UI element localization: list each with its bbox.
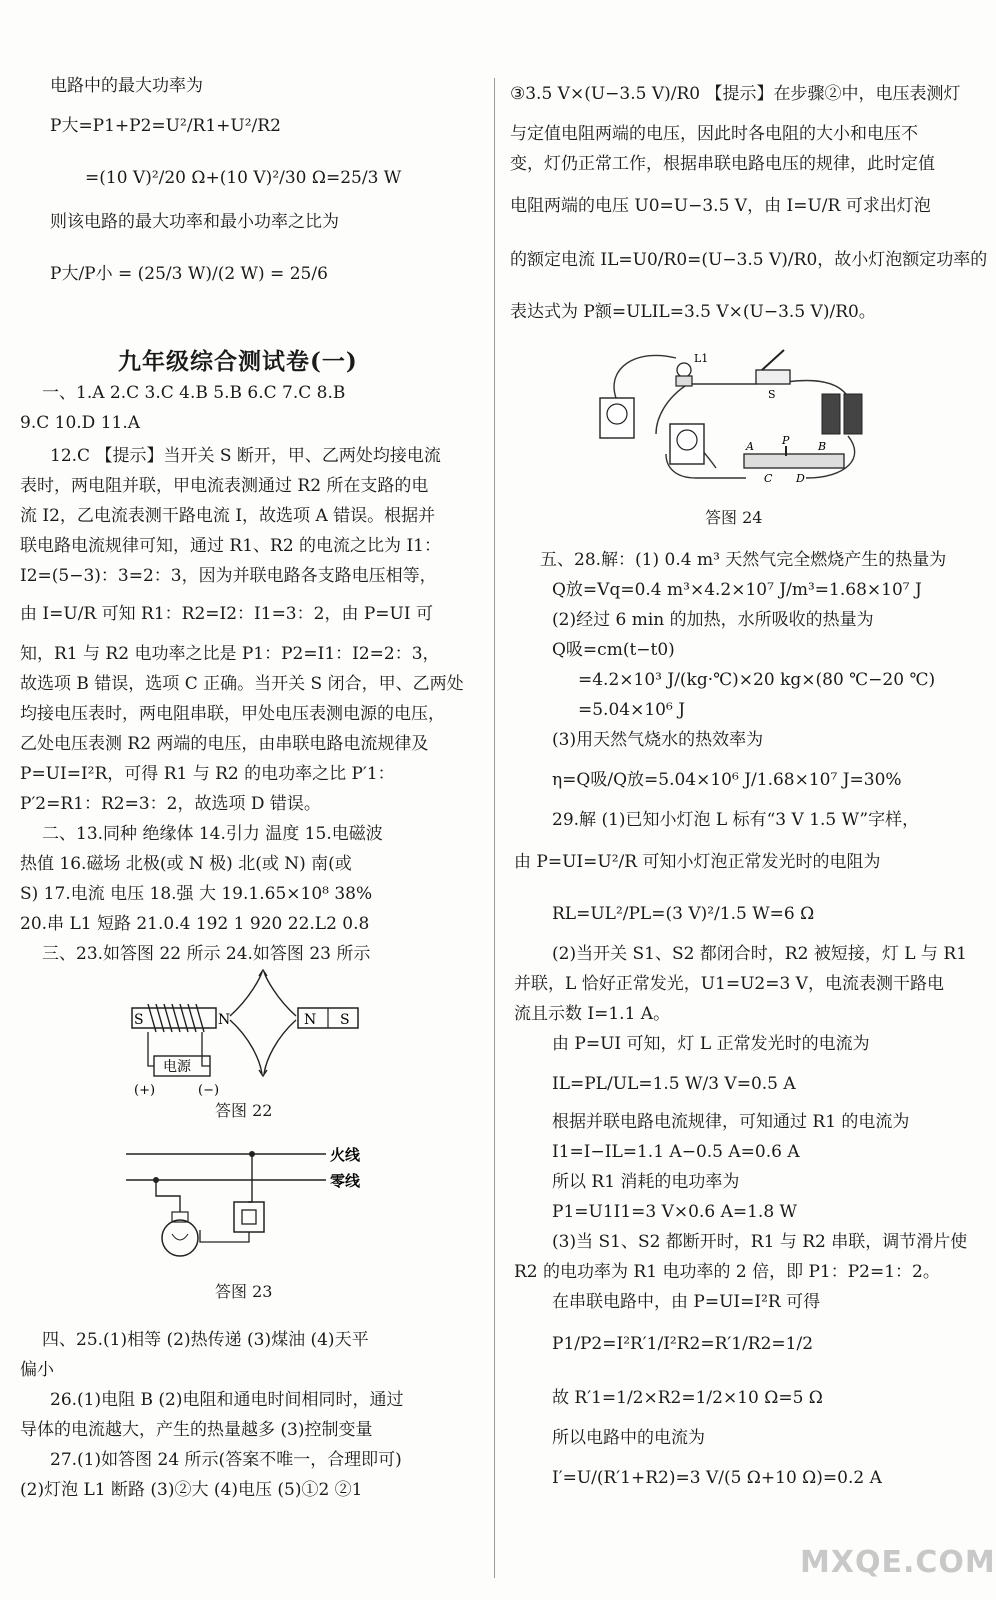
answer-line: (2)灯泡 L1 断路 (3)②大 (4)电压 (5)①2 ②1	[20, 1480, 363, 1500]
text-line: 则该电路的最大功率和最小功率之比为	[50, 212, 339, 232]
section-title: 九年级综合测试卷(一)	[118, 348, 358, 375]
answer-line: 导体的电流越大，产生的热量越多 (3)控制变量	[20, 1420, 373, 1440]
branch-wires	[156, 1154, 252, 1212]
text-line: I2=(5−3)：3=2：3，因为并联电路各支路电压相等，	[20, 566, 437, 586]
battery-cell	[822, 394, 840, 434]
formula-line: I′=U/(R′1+R2)=3 V/(5 Ω+10 Ω)=0.2 A	[552, 1468, 882, 1488]
text-line: 29.解 (1)已知小灯泡 L 标有“3 V 1.5 W”字样，	[552, 810, 920, 830]
text-line: 表时，两电阻并联，甲电流表测通过 R2 所在支路的电	[20, 476, 429, 496]
text-line: ③3.5 V×(U−3.5 V)/R0 【提示】在步骤②中，电压表测灯	[510, 84, 961, 104]
text-line: 的额定电流 IL=U0/R0=(U−3.5 V)/R0，故小灯泡额定功率的	[510, 250, 988, 270]
answer-line: 一、1.A 2.C 3.C 4.B 5.B 6.C 7.C 8.B	[42, 383, 346, 403]
terminal-plus-label: (+)	[134, 1083, 156, 1098]
text-line: 12.C 【提示】当开关 S 断开，甲、乙两处均接电流	[50, 446, 441, 466]
formula-line: =5.04×10⁶ J	[578, 700, 686, 720]
answer-line: S) 17.电流 电压 18.强 大 19.1.65×10⁸ 38%	[20, 884, 373, 904]
text-line: 联电路电流规律可知，通过 R1、R2 的电流之比为 I1：	[20, 536, 441, 556]
text-line: 故选项 B 错误，选项 C 正确。当开关 S 闭合，甲、乙两处	[20, 674, 464, 694]
figure-caption: 答图 22	[215, 1101, 273, 1120]
text-line: 由 P=UI=U²/R 可知小灯泡正常发光时的电阻为	[514, 852, 881, 872]
formula-line: =(10 V)²/20 Ω+(10 V)²/30 Ω=25/3 W	[85, 168, 402, 188]
battery-cell	[844, 394, 862, 434]
answer-line: 偏小	[20, 1360, 54, 1380]
text-line: P=UI=I²R，可得 R1 与 R2 的电功率之比 P′1：	[20, 764, 395, 784]
terminal-label: C	[764, 472, 773, 485]
formula-line: 故 R′1=1/2×R2=1/2×10 Ω=5 Ω	[552, 1388, 823, 1408]
answer-line: 20.串 L1 短路 21.0.4 192 1 920 22.L2 0.8	[20, 914, 370, 934]
answer-line: 热值 16.磁场 北极(或 N 极) 北(或 N) 南(或	[20, 854, 352, 874]
figure-caption: 答图 23	[215, 1282, 273, 1301]
figure-23-diagram	[120, 1138, 380, 1266]
text-line: 变，灯仍正常工作，根据串联电路电压的规律，此时定值	[510, 154, 935, 174]
component-label: L1	[694, 352, 709, 365]
right-column	[500, 0, 996, 1600]
text-line: 电路中的最大功率为	[50, 76, 203, 96]
text-line: 流且示数 I=1.1 A。	[514, 1004, 671, 1024]
bulb-filament	[172, 1234, 188, 1240]
pole-label: N	[304, 1012, 317, 1028]
formula-line: Q吸=cm(t−t0)	[552, 640, 675, 660]
switch-base	[756, 370, 790, 384]
text-line: R2 的电功率为 R1 电功率的 2 倍，即 P1：P2=1：2。	[514, 1262, 940, 1282]
formula-line: Q放=Vq=0.4 m³×4.2×10⁷ J/m³=1.68×10⁷ J	[552, 580, 922, 600]
text-line: (2)经过 6 min 的加热，水所吸收的热量为	[552, 610, 874, 630]
formula-line: I1=I−IL=1.1 A−0.5 A=0.6 A	[552, 1142, 800, 1162]
answer-line: 二、13.同种 绝缘体 14.引力 温度 15.电磁波	[42, 824, 383, 844]
light-bulb-icon	[162, 1220, 198, 1256]
text-line: 乙处电压表测 R2 两端的电压，由串联电路电流规律及	[20, 734, 429, 754]
formula-line: P大/P小 = (25/3 W)/(2 W) = 25/6	[50, 264, 328, 284]
answer-line: 27.(1)如答图 24 所示(答案不唯一，合理即可)	[50, 1450, 402, 1470]
formula-line: RL=UL²/PL=(3 V)²/1.5 W=6 Ω	[552, 904, 815, 924]
watermark: MXQE.COM	[800, 1545, 996, 1580]
formula-line: =4.2×10³ J/(kg·℃)×20 kg×(80 ℃−20 ℃)	[578, 670, 936, 690]
text-line: 根据并联电路电流规律，可知通过 R1 的电流为	[552, 1112, 910, 1132]
text-line: (3)用天然气烧水的热效率为	[552, 730, 764, 750]
terminal-label: B	[818, 440, 827, 453]
text-line: (2)当开关 S1、S2 都闭合时，R2 被短接，灯 L 与 R1	[552, 944, 967, 964]
field-lines	[230, 972, 296, 1074]
figure-caption: 答图 24	[705, 508, 763, 527]
terminal-label: A	[746, 440, 754, 453]
answer-line: 26.(1)电阻 B (2)电阻和通电时间相同时，通过	[50, 1390, 404, 1410]
formula-line: P大=P1+P2=U²/R1+U²/R2	[50, 116, 281, 136]
switch-lever	[762, 350, 784, 370]
terminal-minus-label: (−)	[198, 1083, 220, 1098]
answer-line: 四、25.(1)相等 (2)热传递 (3)煤油 (4)天平	[42, 1330, 369, 1350]
answer-line: 三、23.如答图 22 所示 24.如答图 23 所示	[42, 944, 371, 964]
live-wire-label: 火线	[330, 1146, 361, 1164]
text-line: 五、28.解：(1) 0.4 m³ 天然气完全燃烧产生的热量为	[540, 550, 947, 570]
component-label: S	[768, 388, 776, 401]
power-source-label: 电源	[163, 1059, 191, 1075]
neutral-wire-label: 零线	[330, 1172, 361, 1190]
text-line: 表达式为 P额=ULIL=3.5 V×(U−3.5 V)/R0。	[510, 302, 876, 322]
terminal-label: P	[782, 434, 790, 447]
lamp-holder	[676, 376, 692, 386]
text-line: 与定值电阻两端的电压，因此时各电阻的大小和电压不	[510, 124, 918, 144]
formula-line: η=Q吸/Q放=5.04×10⁶ J/1.68×10⁷ J=30%	[552, 770, 902, 790]
text-line: P′2=R1：R2=3：2，故选项 D 错误。	[20, 794, 321, 814]
text-line: 流 I2，乙电流表测干路电流 I，故选项 A 错误。根据并	[20, 506, 436, 526]
rheostat	[744, 454, 844, 468]
figure-24-circuit-diagram	[596, 338, 896, 498]
text-line: 由 I=U/R 可知 R1：R2=I2：I1=3：2，由 P=UI 可	[20, 604, 433, 624]
text-line: (3)当 S1、S2 都断开时，R1 与 R2 串联，调节滑片使	[552, 1232, 968, 1252]
arrow-icon	[259, 970, 267, 1076]
text-line: 并联，L 恰好正常发光，U1=U2=3 V，电流表测干路电	[514, 974, 944, 994]
text-line: 在串联电路中，由 P=UI=I²R 可得	[552, 1292, 821, 1312]
switch-outer	[234, 1202, 264, 1232]
pole-label: S	[134, 1012, 144, 1028]
pole-label: S	[340, 1012, 350, 1028]
formula-line: P1/P2=I²R′1/I²R2=R′1/R2=1/2	[552, 1334, 814, 1354]
text-line: 电阻两端的电压 U0=U−3.5 V，由 I=U/R 可求出灯泡	[510, 196, 931, 216]
pole-label: N	[218, 1012, 231, 1028]
text-line: 均接电压表时，两电阻串联，甲处电压表测电源的电压，	[20, 704, 445, 724]
text-line: 所以电路中的电流为	[552, 1428, 705, 1448]
text-line: 由 P=UI 可知，灯 L 正常发光时的电流为	[552, 1034, 870, 1054]
text-line: 所以 R1 消耗的电功率为	[552, 1172, 740, 1192]
light-bulb-icon	[677, 363, 691, 377]
switch-inner	[242, 1210, 256, 1224]
formula-line: P1=U1I1=3 V×0.6 A=1.8 W	[552, 1202, 798, 1222]
formula-line: IL=PL/UL=1.5 W/3 V=0.5 A	[552, 1074, 796, 1094]
text-line: 知，R1 与 R2 电功率之比是 P1：P2=I1：I2=2：3，	[20, 644, 440, 664]
answer-line: 9.C 10.D 11.A	[20, 413, 141, 433]
terminal-label: D	[796, 472, 805, 485]
figure-22-diagram	[120, 968, 380, 1100]
